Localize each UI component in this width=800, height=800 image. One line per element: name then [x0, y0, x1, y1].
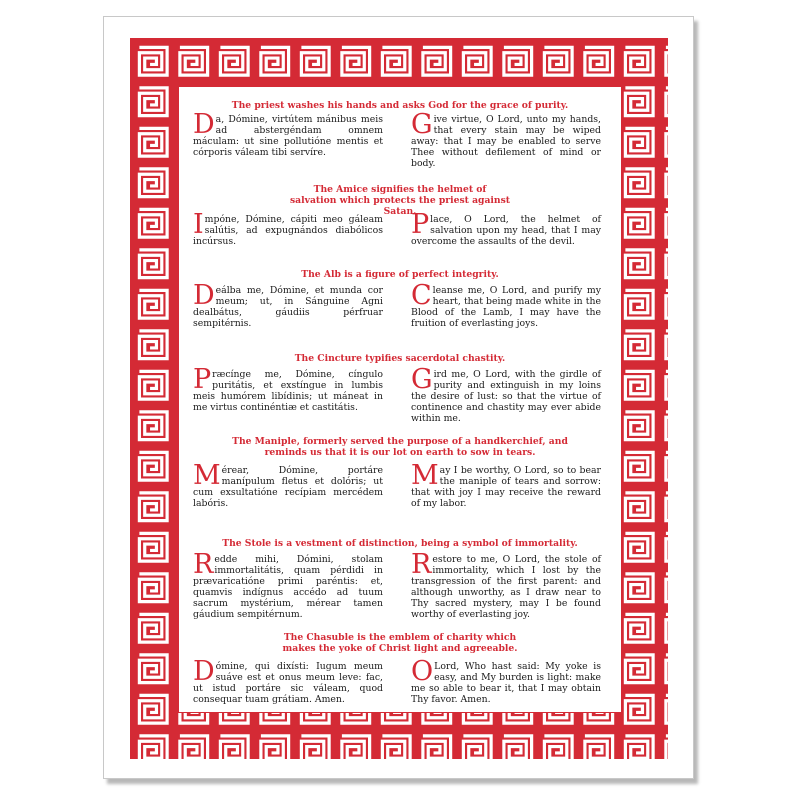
drop-cap: D: [193, 656, 215, 687]
drop-cap: O: [411, 656, 434, 687]
latin-prayer: [193, 656, 383, 706]
drop-cap: I: [193, 209, 204, 240]
english-prayer: [411, 460, 601, 510]
drop-cap: M: [411, 460, 439, 491]
english-prayer: [411, 280, 601, 330]
latin-text: érear, Dómine, portáre manípulum fletus et dolóris; ut cum exsultatióne recípiam mercédem labóris.: [193, 465, 383, 510]
latin-text: eálba me, Dómine, et munda cor meum; ut, in Sánguine Agni dealbátus, gáudiis pérfruar sempitérnis.: [193, 285, 383, 330]
drop-cap: G: [411, 364, 433, 395]
latin-text: mpóne, Dómine, cápiti meo gáleam salútis, ad expugnándos diabólicos incúrsus.: [193, 214, 383, 248]
latin-text: a, Dómine, virtútem mánibus meis ad abstergéndam omnem máculam: ut sine pollutióne mentis et córporis váleam tibi servíre.: [193, 114, 383, 159]
latin-text: ræcínge me, Dómine, cíngulo puritátis, et exstíngue in lumbis meis humórem libídinis; ut máneat in me virtus continéntiæ et castitátis.: [193, 369, 383, 414]
latin-text: ómine, qui dixísti: Iugum meum suáve est et onus meum leve: fac, ut istud portáre sic váleam, quod consequar tuam grátiam. Amen.: [193, 661, 383, 706]
drop-cap: D: [193, 109, 215, 140]
english-prayer: [411, 549, 601, 621]
prayer-panel: [178, 86, 622, 713]
english-prayer: [411, 364, 601, 425]
english-prayer: [411, 209, 601, 248]
section-heading: The Amice signifies the helmet of salvation which protects the priest against Satan.: [290, 184, 510, 217]
english-text: lace, O Lord, the helmet of salvation upon my head, that I may overcome the assaults of the devil.: [411, 214, 601, 248]
drop-cap: P: [411, 209, 430, 240]
drop-cap: D: [193, 280, 215, 311]
latin-prayer: [193, 209, 383, 248]
section-heading: The Cincture typifies sacerdotal chastity.: [294, 353, 506, 364]
drop-cap: P: [193, 364, 212, 395]
latin-prayer: [193, 460, 383, 510]
section-heading: The Chasuble is the emblem of charity which makes the yoke of Christ light and agreeable.: [282, 632, 518, 654]
latin-prayer: [193, 549, 383, 621]
section-heading: The Alb is a figure of perfect integrity.: [301, 269, 499, 280]
drop-cap: R: [411, 549, 432, 580]
drop-cap: G: [411, 109, 433, 140]
drop-cap: M: [193, 460, 221, 491]
english-text: ive virtue, O Lord, unto my hands, that every stain may be wiped away: that I may be enabled to serve Thee without defilement of mind or body.: [411, 114, 601, 170]
drop-cap: C: [411, 280, 432, 311]
english-text: Lord, Who hast said: My yoke is easy, and My burden is light: make me so able to bear it, that I may obtain Thy favor. Amen.: [411, 661, 601, 706]
english-prayer: [411, 109, 601, 170]
english-prayer: [411, 656, 601, 706]
section-heading: The Maniple, formerly served the purpose of a handkerchief, and reminds us that it is our lot on earth to sow in tears.: [232, 436, 568, 458]
section-heading: The Stole is a vestment of distinction, being a symbol of immortality.: [222, 538, 578, 549]
english-text: estore to me, O Lord, the stole of immortality, which I lost by the transgression of the first parent: and although unworthy, as I draw near to Thy sacred mystery, may I be found worthy of everlasting joy.: [411, 554, 601, 621]
english-text: ay I be worthy, O Lord, so to bear the maniple of tears and sorrow: that with joy I may receive the reward of my labor.: [411, 465, 601, 510]
latin-prayer: [193, 364, 383, 414]
english-text: ird me, O Lord, with the girdle of purity and extinguish in my loins the desire of lust: so that the virtue of continence and chastity may ever abide within me.: [411, 369, 601, 425]
section-heading: The priest washes his hands and asks God for the grace of purity.: [231, 100, 569, 111]
latin-prayer: [193, 109, 383, 159]
latin-prayer: [193, 280, 383, 330]
drop-cap: R: [193, 549, 214, 580]
english-text: leanse me, O Lord, and purify my heart, that being made white in the Blood of the Lamb, I may have the fruition of everlasting joys.: [411, 285, 601, 330]
latin-text: edde mihi, Dómini, stolam immortalitátis, quam pérdidi in prævaricatióne primi paréntis: et, quamvis indígnus accédo ad tuum sacrum mystérium, mérear tamen gáudium sempitérnum.: [193, 554, 383, 621]
